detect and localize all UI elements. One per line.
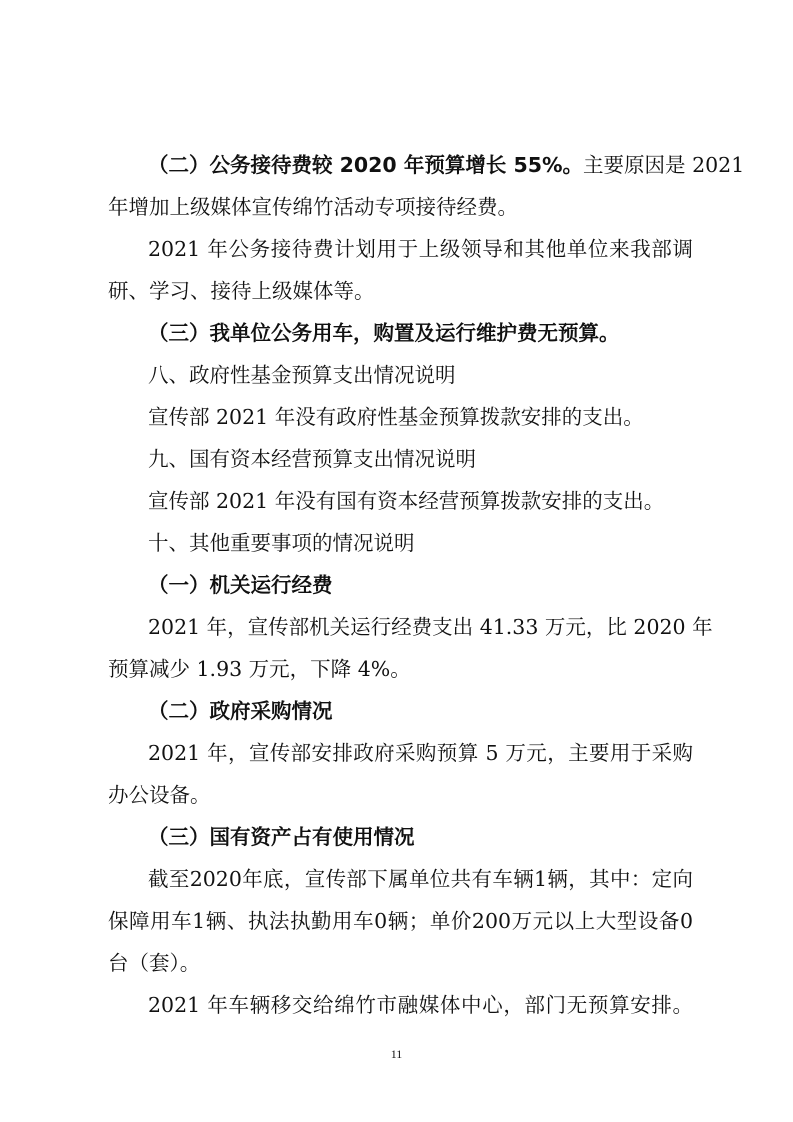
item-2-reason-start: 主要原因是 2021	[583, 153, 745, 177]
item-3-heading: （三）我单位公务用车，购置及运行维护费无预算。	[148, 321, 620, 345]
page-number: 11	[390, 1047, 403, 1061]
reception-plan-line-2: 研、学习、接待上级媒体等。	[108, 279, 375, 303]
sub-1-line-1: 2021 年，宣传部机关运行经费支出 41.33 万元，比 2020 年	[148, 615, 713, 639]
item-2-bold-heading: （二）公务接待费较 2020 年预算增长 55%。	[148, 153, 584, 177]
section-8-text: 宣传部 2021 年没有政府性基金预算拨款安排的支出。	[148, 405, 644, 429]
sub-3-line-2: 保障用车1辆、执法执勤用车0辆；单价200万元以上大型设备0	[108, 909, 693, 933]
sub-2-line-1: 2021 年，宣传部安排政府采购预算 5 万元，主要用于采购	[148, 741, 693, 765]
sub-1-heading: （一）机关运行经费	[148, 573, 333, 597]
section-8-heading: 八、政府性基金预算支出情况说明	[148, 363, 456, 387]
sub-3-heading: （三）国有资产占有使用情况	[148, 825, 415, 849]
sub-2-heading: （二）政府采购情况	[148, 699, 333, 723]
item-2-line-1	[148, 145, 745, 185]
section-10-heading: 十、其他重要事项的情况说明	[148, 531, 415, 555]
sub-3-line-1: 截至2020年底，宣传部下属单位共有车辆1辆，其中：定向	[148, 867, 693, 891]
item-2-line-2: 年增加上级媒体宣传绵竹活动专项接待经费。	[108, 195, 518, 219]
section-9-heading: 九、国有资本经营预算支出情况说明	[148, 447, 476, 471]
sub-2-line-2: 办公设备。	[108, 783, 211, 807]
sub-1-line-2: 预算减少 1.93 万元，下降 4%。	[108, 657, 411, 681]
sub-3-line-4: 2021 年车辆移交给绵竹市融媒体中心，部门无预算安排。	[148, 993, 693, 1017]
reception-plan-line-1: 2021 年公务接待费计划用于上级领导和其他单位来我部调	[148, 237, 693, 261]
sub-3-line-3: 台（套）。	[108, 951, 201, 975]
section-9-text: 宣传部 2021 年没有国有资本经营预算拨款安排的支出。	[148, 489, 665, 513]
